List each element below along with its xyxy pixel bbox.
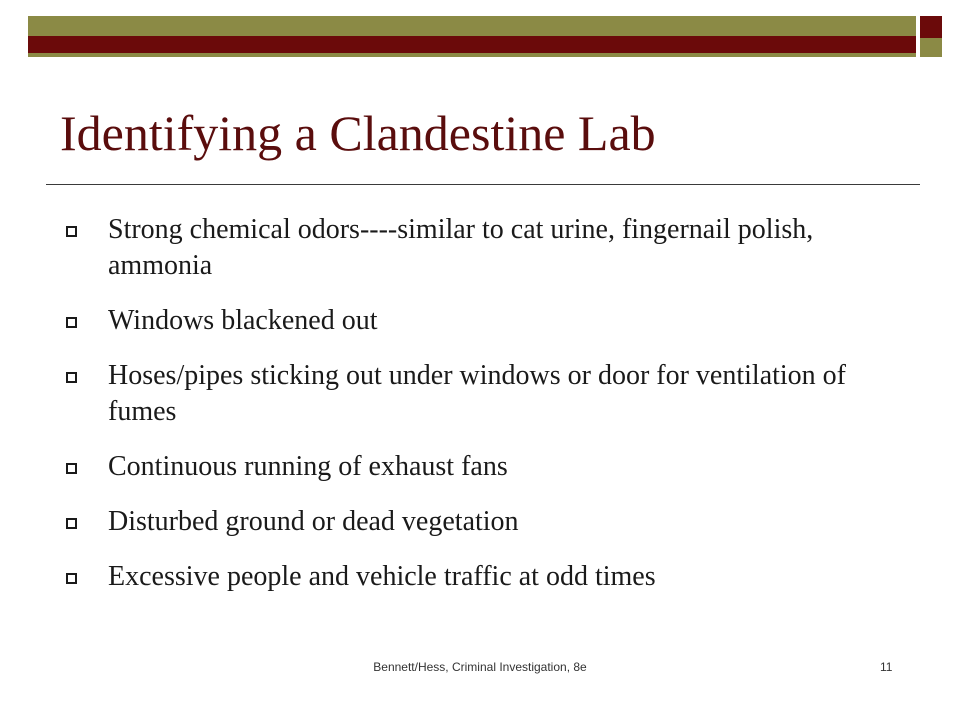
title-divider — [46, 184, 920, 185]
square-bullet-icon — [66, 317, 77, 328]
bullet-text: Hoses/pipes sticking out under windows or door for ventilation of fumes — [108, 360, 847, 427]
header-olive-stripe — [28, 53, 916, 57]
bullet-item — [60, 358, 900, 430]
square-bullet-icon — [66, 372, 77, 383]
bullet-text: Disturbed ground or dead vegetation — [108, 506, 519, 537]
footer-citation: Bennett/Hess, Criminal Investigation, 8e — [373, 660, 587, 674]
bullet-item — [60, 504, 900, 540]
bullet-item — [60, 303, 900, 339]
square-bullet-icon — [66, 463, 77, 474]
bullet-list — [60, 212, 900, 614]
bullet-text: Windows blackened out — [108, 305, 378, 336]
bullet-item — [60, 212, 900, 284]
square-bullet-icon — [66, 518, 77, 529]
square-bullet-icon — [66, 226, 77, 237]
bullet-text: Excessive people and vehicle traffic at odd times — [108, 561, 656, 592]
square-bullet-icon — [66, 573, 77, 584]
bullet-item — [60, 559, 900, 595]
bullet-text: Strong chemical odors----similar to cat urine, fingernail polish, ammonia — [108, 214, 814, 281]
header-olive-bar — [28, 16, 916, 36]
page-number: 11 — [880, 660, 893, 674]
corner-maroon-square — [920, 16, 942, 38]
slide-title: Identifying a Clandestine Lab — [60, 105, 656, 161]
header-maroon-bar — [28, 36, 916, 53]
bullet-text: Continuous running of exhaust fans — [108, 451, 508, 482]
corner-olive-square — [920, 38, 942, 57]
bullet-item — [60, 449, 900, 485]
